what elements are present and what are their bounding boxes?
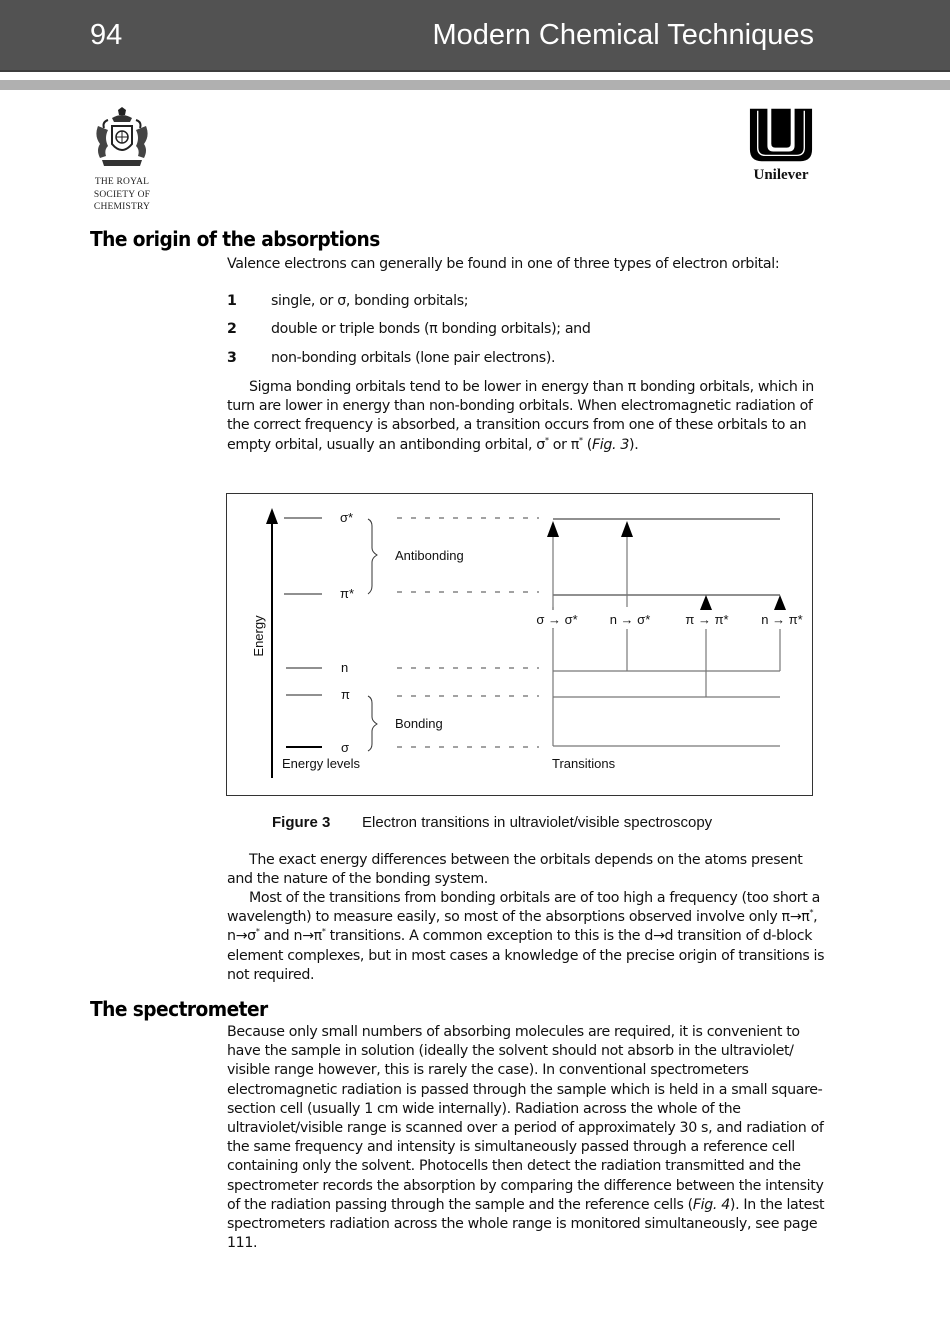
figure-caption: [272, 814, 712, 831]
energy-levels-label: Energy levels: [282, 756, 361, 771]
energy-axis-label: Energy: [251, 615, 266, 657]
bonding-label: Bonding: [395, 716, 443, 731]
transitions-label: Transitions: [552, 756, 616, 771]
level-sigma-star: σ*: [340, 510, 354, 525]
transition-pi-pi-star: π → π*: [685, 612, 729, 627]
unilever-logo: [745, 106, 817, 184]
level-sigma: σ: [341, 740, 350, 755]
section-heading-spectrometer: The spectrometer: [90, 997, 268, 1021]
figure-caption-label: Figure 3: [272, 814, 331, 831]
figure-caption-text: Electron transitions in ultraviolet/visible spectroscopy: [362, 814, 713, 831]
royal-society-name: THE ROYAL SOCIETY OF CHEMISTRY: [93, 177, 151, 212]
intro-paragraph: Valence electrons can generally be found in one of three types of electron orbital:: [227, 256, 780, 272]
page-header: [0, 0, 950, 72]
royal-society-crest-icon: [90, 106, 154, 170]
figure-3-diagram: [226, 493, 813, 796]
transition-n-sigma-star: n → σ*: [609, 612, 651, 627]
header-divider: [0, 80, 950, 90]
transition-sigma-sigma-star: σ → σ*: [536, 612, 578, 627]
level-pi: π: [341, 687, 350, 702]
figure-reference: Fig. 3: [591, 436, 630, 453]
paragraph-energy-differences: The exact energy differences between the orbitals depends on the atoms present and the nature of the bonding system.: [227, 852, 803, 888]
paragraph-transitions: Most of the transitions from bonding orbitals are of too high a frequency (too short a wavelength) to measure easily, so most of the absorptions observed involve only π→π*, n→σ* and n→π* transitions. A common exception to this is the d→d transition of d-block element complexes, but in most cases a knowledge of the precise origin of transitions is not required.: [227, 890, 825, 983]
figure-reference: Fig. 4: [692, 1196, 730, 1213]
level-pi-star: π*: [340, 586, 355, 601]
section-heading-origin: The origin of the absorptions: [90, 227, 380, 251]
royal-society-logo: [86, 106, 158, 214]
unilever-name: Unilever: [753, 167, 809, 183]
paragraph-sigma-bonding: Sigma bonding orbitals tend to be lower in energy than π bonding orbitals, which in turn are lower in energy than non-bonding orbitals. When electromagnetic radiation of the correct frequency is absorbed, a transition occurs from one of these orbitals to an empty orbital, usually an antibonding orbital, σ* or π* (Fig. 3).: [227, 379, 814, 453]
unilever-u-icon: [748, 106, 814, 164]
book-title: Modern Chemical Techniques: [432, 19, 814, 51]
level-n: n: [341, 660, 349, 675]
antibonding-label: Antibonding: [395, 548, 464, 563]
transition-n-pi-star: n → π*: [761, 612, 803, 627]
paragraph-spectrometer: Because only small numbers of absorbing molecules are required, it is convenient to have the sample in solution (ideally the solvent should not absorb in the ultraviolet/ visible range however, this is rarely the case). In conventional spectrometers electromagnetic radiation is passed through the sample which is held in a small square-section cell (usually 1 cm wide internally). Radiation across the whole of the ultraviolet/visible range is scanned over a period of approximately 30 s, and radiation of the same frequency and intensity is simultaneously passed through a reference cell containing only the solvent. Photocells then detect the radiation transmitted and the spectrometer records the absorption by comparing the difference between the intensity of the radiation passing through the sample and the reference cells (Fig. 4). In the latest spectrometers radiation across the whole range is monitored simultaneously, see page 111.: [227, 1024, 825, 1252]
page-number: 94: [90, 19, 123, 51]
